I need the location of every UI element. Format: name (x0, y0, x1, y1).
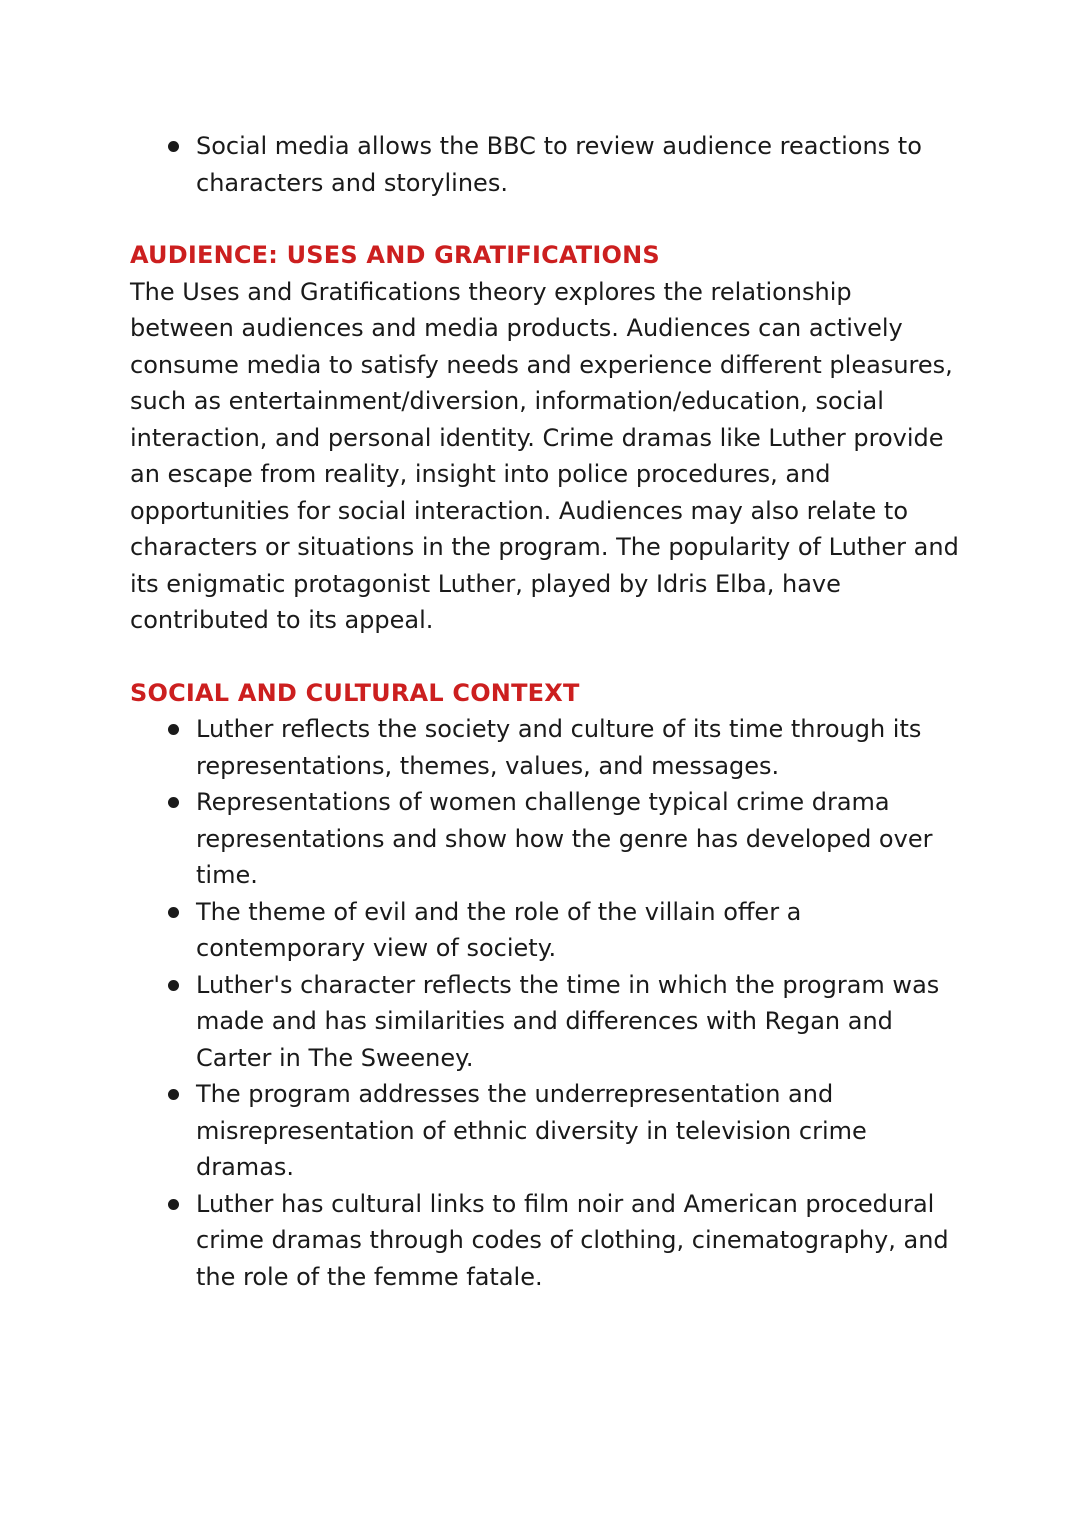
bullet-item (130, 1186, 960, 1296)
context-bullet-list (130, 711, 960, 1295)
bullet-item (130, 1076, 960, 1186)
bullet-item (130, 894, 960, 967)
document-page (130, 128, 960, 1295)
bullet-item (130, 784, 960, 894)
bullet-dot-icon (168, 724, 179, 735)
audience-paragraph: The Uses and Gratifications theory explores the relationship between audiences and media products. Audiences can actively consume media to satisfy needs and experience different pleasures, such as entertainment/diversion, information/education, social interaction, and personal identity. Crime dramas like Luther provide an escape from reality, insight into police procedures, and opportunities for social interaction. Audiences may also relate to characters or situations in the program. The popularity of Luther and its enigmatic protagonist Luther, played by Idris Elba, have contributed to its appeal. (130, 277, 959, 634)
bullet-text: Luther reflects the society and culture of its time through its representations, themes, values, and messages. (196, 715, 922, 780)
bullet-dot-icon (168, 980, 179, 991)
bullet-item (130, 967, 960, 1077)
spacer (130, 201, 960, 237)
bullet-text: The theme of evil and the role of the villain offer a contemporary view of society. (196, 897, 802, 962)
bullet-dot-icon (168, 141, 179, 152)
bullet-text: Luther has cultural links to film noir and American procedural crime dramas through codes of clothing, cinematography, and the role of the femme fatale. (196, 1189, 949, 1291)
bullet-text: Representations of women challenge typical crime drama representations and show how the genre has developed over time. (196, 788, 933, 889)
bullet-dot-icon (168, 797, 179, 808)
bullet-item (130, 128, 960, 201)
bullet-text: Luther's character reflects the time in which the program was made and has similarities and differences with Regan and Carter in The Sweeney. (196, 970, 940, 1072)
spacer (130, 639, 960, 675)
section-heading-audience: AUDIENCE: USES AND GRATIFICATIONS (130, 241, 660, 269)
bullet-dot-icon (168, 907, 179, 918)
bullet-dot-icon (168, 1089, 179, 1100)
bullet-text: The program addresses the underrepresentation and misrepresentation of ethnic diversity in television crime dramas. (196, 1080, 867, 1181)
bullet-dot-icon (168, 1199, 179, 1210)
intro-bullet-list (130, 128, 960, 201)
bullet-item (130, 711, 960, 784)
bullet-text: Social media allows the BBC to review audience reactions to characters and storylines. (196, 132, 922, 197)
section-heading-context: SOCIAL AND CULTURAL CONTEXT (130, 678, 580, 707)
